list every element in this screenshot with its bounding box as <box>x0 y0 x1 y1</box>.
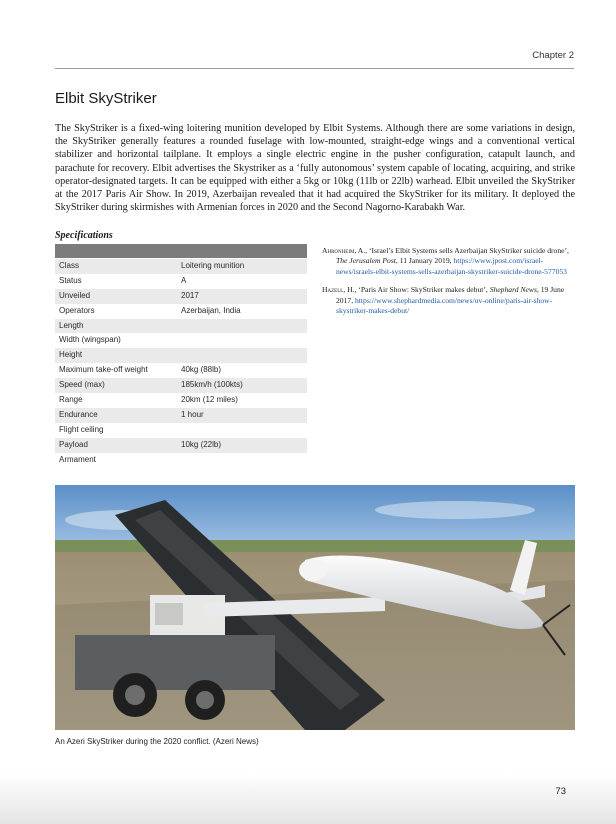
spec-value: 10kg (22lb) <box>181 439 222 449</box>
spec-row <box>55 319 307 334</box>
spec-label: Payload <box>59 439 88 449</box>
spec-label: Status <box>59 275 82 285</box>
spec-label: Speed (max) <box>59 380 105 390</box>
spec-label: Endurance <box>59 409 98 419</box>
reference-source: Shephard News <box>489 285 537 295</box>
spec-value: 1 hour <box>181 409 204 419</box>
spec-value: A <box>181 275 187 285</box>
specifications-header-bar <box>55 244 307 258</box>
reference-author: Ahronheim, A., <box>322 246 368 255</box>
spec-value <box>181 423 307 438</box>
spec-row <box>55 408 307 423</box>
spec-value: Loitering munition <box>181 261 245 270</box>
spec-value: 20km (12 miles) <box>181 395 238 405</box>
spec-label: Operators <box>59 305 95 315</box>
spec-label: Class <box>59 261 80 270</box>
spec-label: Range <box>59 395 83 405</box>
spec-label: Armament <box>59 454 96 464</box>
spec-value <box>181 348 307 363</box>
spec-label: Maximum take-off weight <box>59 365 148 375</box>
spec-value <box>181 319 307 334</box>
spec-row <box>55 348 307 363</box>
header-rule <box>55 68 574 69</box>
reference-link[interactable]: https://www.shephardmedia.com/news/uv-online/paris-air-show-skystriker-makes-debut/ <box>336 295 553 316</box>
spec-row <box>55 333 307 348</box>
spec-label: Width (wingspan) <box>59 335 121 345</box>
reference-source: The Jerusalem Post <box>336 256 396 266</box>
spec-row <box>55 423 307 438</box>
reference-date: , 11 January 2019, <box>395 256 452 266</box>
spec-row <box>55 438 307 453</box>
reference-author: Hazell, H., <box>322 285 357 295</box>
spec-row <box>55 453 307 468</box>
spec-row <box>55 289 307 304</box>
section-title: Elbit SkyStriker <box>55 90 157 107</box>
reference-entry <box>322 285 578 316</box>
spec-value: 185km/h (100kts) <box>181 380 243 390</box>
reference-entry <box>322 246 578 277</box>
figure-caption: An Azeri SkyStriker during the 2020 conflict. (Azeri News) <box>55 737 259 746</box>
page-number: 73 <box>555 786 566 797</box>
spec-row <box>55 393 307 408</box>
spec-row <box>55 259 307 274</box>
reference-date: , 19 June 2017, <box>336 285 565 305</box>
body-paragraph: The SkyStriker is a fixed-wing loitering munition developed by Elbit Systems. Although there are some variations in design, the SkyStriker generally features a rounded fuselage with low-mounted, straight-edge wings and a conventional vertical stabilizer and horizontal tailplane. It employs a single electric engine in the pusher configuration, catapult launch, and parachute for recovery. Elbit advertises the Skystriker as a ‘fully autonomous’ system capable of locating, acquiring, and strike operator-designated targets. It can be equipped with either a 5kg or 10kg (11lb or 22lb) warhead. Elbit unveiled the SkyStriker at the 2017 Paris Air Show. In 2019, Azerbaijan revealed that it had acquired the SkyStriker for its military. It deployed the SkyStriker during skirmishes with Armenian forces in 2020 and the Second Nagorno-Karabakh War. <box>55 123 575 214</box>
specifications-heading: Specifications <box>55 230 113 241</box>
footer-band <box>0 774 616 824</box>
spec-row <box>55 304 307 319</box>
spec-value: 40kg (88lb) <box>181 365 222 375</box>
specifications-table <box>55 259 307 467</box>
spec-row <box>55 363 307 378</box>
reference-title: ‘Paris Air Show: SkyStriker makes debut’, <box>358 285 488 295</box>
reference-title: ‘Israel’s Elbit Systems sells Azerbaijan SkyStriker suicide drone’, <box>369 246 569 255</box>
spec-row <box>55 274 307 289</box>
reference-link[interactable]: https://www.jpost.com/israel-news/israels-elbit-systems-sells-azerbaijan-skystriker-suicide-drone-577053 <box>336 256 567 276</box>
chapter-label: Chapter 2 <box>532 50 574 61</box>
spec-value: 2017 <box>181 290 199 300</box>
spec-value <box>181 333 307 348</box>
references-list <box>322 246 578 324</box>
skystriker-photo <box>55 485 575 730</box>
spec-value: Azerbaijan, India <box>181 305 241 315</box>
spec-label: Unveiled <box>59 290 91 300</box>
spec-label: Height <box>59 350 83 360</box>
spec-row <box>55 378 307 393</box>
spec-label: Length <box>59 320 84 330</box>
spec-value <box>181 453 307 468</box>
spec-label: Flight ceiling <box>59 424 104 434</box>
